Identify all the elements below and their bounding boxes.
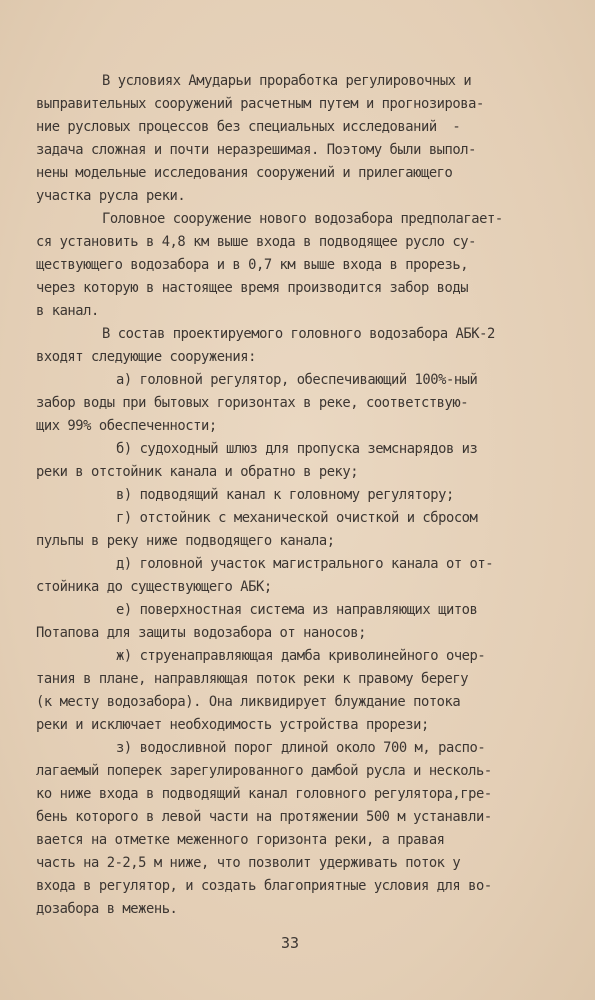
text-line: забор воды при бытовых горизонтах в реке, соответствую- [36, 395, 469, 411]
text-line: ществующего водозабора и в 0,7 км выше входа в прорезь, [36, 257, 469, 273]
list-item-line: а) головной регулятор, обеспечивающий 100%-ный [116, 372, 478, 388]
text-line: в канал. [36, 303, 99, 319]
list-item-line: б) судоходный шлюз для пропуска земснарядов из [116, 441, 478, 457]
text-line: (к месту водозабора). Она ликвидирует блуждание потока [36, 694, 461, 710]
list-item-line: в) подводящий канал к головному регулятору; [116, 487, 454, 503]
text-line: реки в отстойник канала и обратно в реку; [36, 464, 359, 480]
text-line: ние русловых процессов без специальных исследований - [36, 119, 461, 135]
text-line: щих 99% обеспеченности; [36, 418, 217, 434]
text-line: задача сложная и почти неразрешимая. Поэтому были выпол- [36, 142, 476, 158]
text-line: Потапова для защиты водозабора от наносов; [36, 625, 366, 641]
text-line: стойника до существующего АБК; [36, 579, 272, 595]
list-item-line: е) поверхностная система из направляющих щитов [116, 602, 478, 618]
text-line: лагаемый поперек зарегулированного дамбой русла и несколь- [36, 763, 492, 779]
list-item-line: ж) струенаправляющая дамба криволинейного очер- [116, 648, 486, 664]
text-line: через которую в настоящее время производится забор воды [36, 280, 469, 296]
text-line: Головное сооружение нового водозабора предполагает- [102, 211, 503, 227]
list-item-line: д) головной участок магистрального канала от от- [116, 556, 494, 572]
text-line: вается на отметке меженного горизонта реки, а правая [36, 832, 445, 848]
text-line: дозабора в межень. [36, 901, 178, 917]
text-line: часть на 2-2,5 м ниже, что позволит удерживать поток у [36, 855, 461, 871]
list-item-line: з) водосливной порог длиной около 700 м, распо- [116, 740, 486, 756]
page-number: 33 [280, 934, 300, 952]
text-line: реки и исключает необходимость устройства прорези; [36, 717, 429, 733]
text-line: пульпы в реку ниже подводящего канала; [36, 533, 335, 549]
text-line: тания в плане, направляющая поток реки к правому берегу [36, 671, 469, 687]
text-line: ко ниже входа в подводящий канал головного регулятора,гре- [36, 786, 492, 802]
text-line: входа в регулятор, и создать благоприятные условия для во- [36, 878, 492, 894]
text-line: входят следующие сооружения: [36, 349, 256, 365]
text-line: выправительных сооружений расчетным путем и прогнозирова- [36, 96, 484, 112]
text-line: ся установить в 4,8 км выше входа в подводящее русло су- [36, 234, 476, 250]
text-line: бень которого в левой части на протяжении 500 м устанавли- [36, 809, 492, 825]
text-line: нены модельные исследования сооружений и прилегающего [36, 165, 453, 181]
text-line: В условиях Амударьи проработка регулировочных и [102, 73, 472, 89]
text-line: В состав проектируемого головного водозабора АБК-2 [102, 326, 495, 342]
list-item-line: г) отстойник с механической очисткой и сбросом [116, 510, 478, 526]
text-line: участка русла реки. [36, 188, 186, 204]
